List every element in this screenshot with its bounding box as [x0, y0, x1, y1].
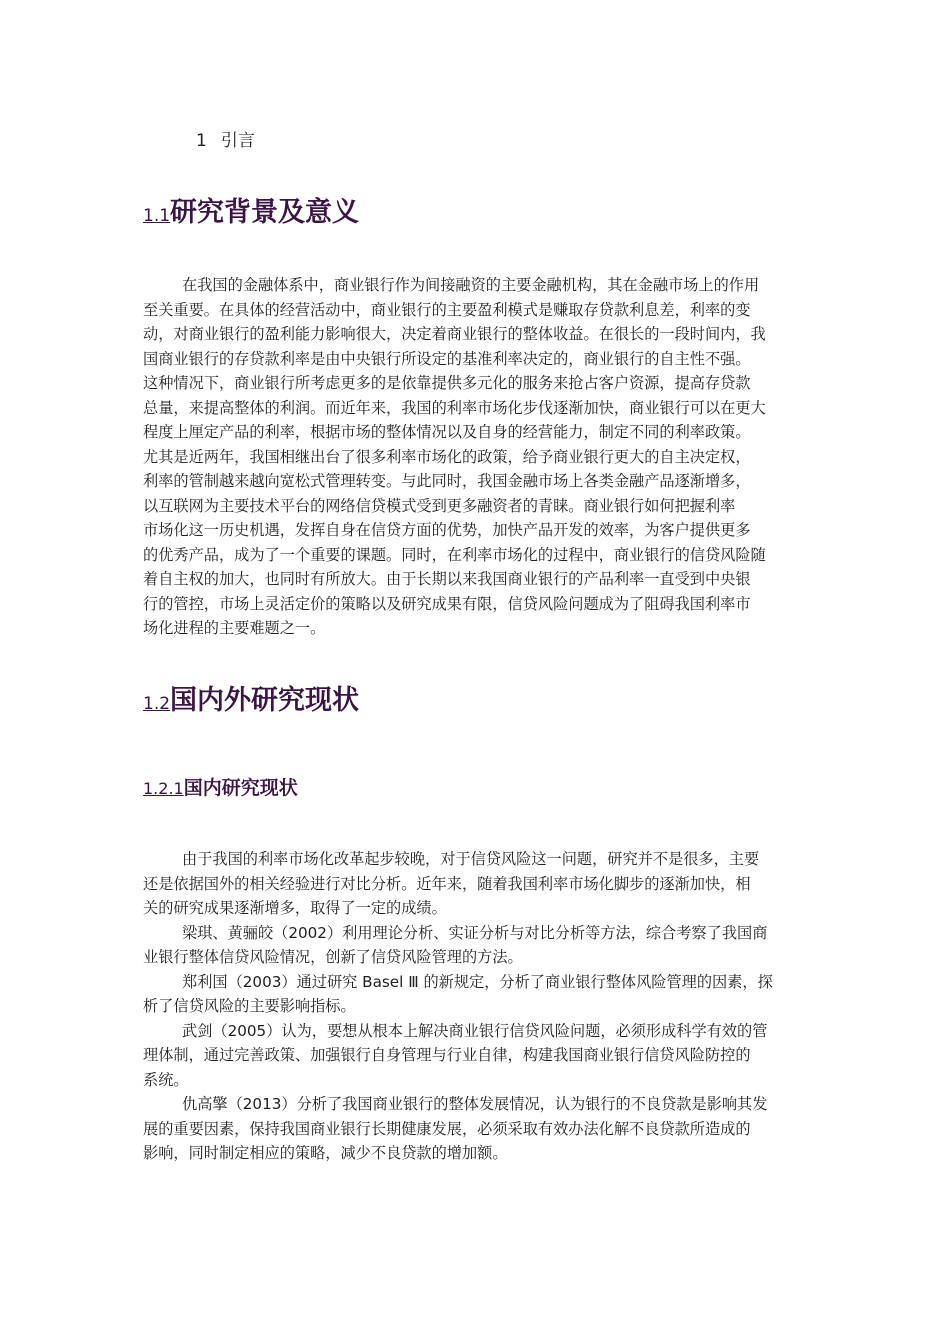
subsection-title: 国内研究现状 — [183, 777, 298, 799]
paragraph-line: 析了信贷风险的主要影响指标。 — [143, 997, 356, 1015]
paragraph-line: 国商业银行的存贷款利率是由中央银行所设定的基准利率决定的，商业银行的自主性不强。 — [143, 349, 751, 368]
paragraph-line: 由于我国的利率市场化改革起步较晚，对于信贷风险这一问题，研究并不是很多，主要 — [182, 850, 760, 868]
paragraph-line: 业银行整体信贷风险情况，创新了信贷风险管理的方法。 — [143, 948, 523, 966]
paragraph-line: 的优秀产品，成为了一个重要的课题。同时，在利率市场化的过程中，商业银行的信贷风险随 — [143, 545, 766, 564]
chapter-title: 引言 — [220, 131, 255, 151]
subsection-number: 1.2.1 — [143, 779, 184, 798]
section-number: 1.1 — [143, 206, 171, 226]
section-number: 1.2 — [143, 694, 171, 714]
paragraph-line: 动，对商业银行的盈利能力影响很大，决定着商业银行的整体收益。在很长的一段时间内，我 — [143, 325, 766, 343]
paragraph-line: 程度上厘定产品的利率，根据市场的整体情况以及自身的经营能力，制定不同的利率政策。 — [143, 423, 751, 441]
paragraph-domestic-research — [143, 847, 807, 1166]
paragraph-line: 着自主权的加大，也同时有所放大。由于长期以来我国商业银行的产品利率一直受到中央银 — [143, 570, 751, 588]
paragraph-line: 还是依据国外的相关经验进行对比分析。近年来，随着我国利率市场化脚步的逐渐加快，相 — [143, 874, 751, 893]
paragraph-line: 理体制，通过完善政策、加强银行自身管理与行业自律，构建我国商业银行信贷风险防控的 — [143, 1046, 751, 1064]
paragraph-line: 市场化这一历史机遇，发挥自身在信贷方面的优势，加快产品开发的效率，为客户提供更多 — [143, 521, 751, 539]
paragraph-line: 仇高擎（2013）分析了我国商业银行的整体发展情况，认为银行的不良贷款是影响其发 — [182, 1095, 768, 1113]
paragraph-line: 这种情况下，商业银行所考虑更多的是依靠提供多元化的服务来抢占客户资源，提高存贷款 — [143, 374, 751, 392]
paragraph-line: 梁琪、黄骊皎（2002）利用理论分析、实证分析与对比分析等方法，综合考察了我国商 — [182, 923, 768, 942]
section-title: 研究背景及意义 — [170, 197, 360, 228]
paragraph-line: 影响，同时制定相应的策略，减少不良贷款的增加额。 — [143, 1144, 508, 1162]
paragraph-line: 总量，来提高整体的利润。而近年来，我国的利率市场化步伐逐渐加快，商业银行可以在更大 — [143, 398, 766, 417]
paragraph-line: 行的管控，市场上灵活定价的策略以及研究成果有限，信贷风险问题成为了阻碍我国利率市 — [143, 594, 751, 613]
paragraph-line: 系统。 — [143, 1070, 189, 1089]
paragraph-line: 在我国的金融体系中，商业银行作为间接融资的主要金融机构，其在金融市场上的作用 — [182, 276, 760, 294]
paragraph-line: 场化进程的主要难题之一。 — [143, 619, 326, 637]
paragraph-line: 以互联网为主要技术平台的网络信贷模式受到更多融资者的青睐。商业银行如何把握利率 — [143, 496, 736, 515]
section-title: 国内外研究现状 — [170, 685, 360, 716]
paragraph-line: 郑利国（2003）通过研究 Basel Ⅲ 的新规定，分析了商业银行整体风险管理的因素，探 — [182, 972, 773, 991]
paragraph-line: 武剑（2005）认为，要想从根本上解决商业银行信贷风险问题，必须形成科学有效的管 — [182, 1021, 768, 1040]
paragraph-background — [143, 273, 807, 641]
paragraph-line: 展的重要因素，保持我国商业银行长期健康发展，必须采取有效办法化解不良贷款所造成的 — [143, 1119, 751, 1138]
paragraph-line: 至关重要。在具体的经营活动中，商业银行的主要盈利模式是赚取存贷款利息差，利率的变 — [143, 300, 751, 319]
chapter-number: 1 — [196, 131, 207, 151]
chapter-heading — [196, 126, 255, 151]
paragraph-line: 关的研究成果逐渐增多，取得了一定的成绩。 — [143, 899, 447, 917]
paragraph-line: 尤其是近两年，我国相继出台了很多利率市场化的政策，给予商业银行更大的自主决定权， — [143, 447, 751, 466]
section-heading-1-2 — [143, 678, 359, 717]
section-heading-1-1 — [143, 190, 359, 229]
paragraph-line: 利率的管制越来越向宽松式管理转变。与此同时，我国金融市场上各类金融产品逐渐增多， — [143, 472, 751, 490]
subsection-heading-1-2-1 — [143, 773, 298, 800]
